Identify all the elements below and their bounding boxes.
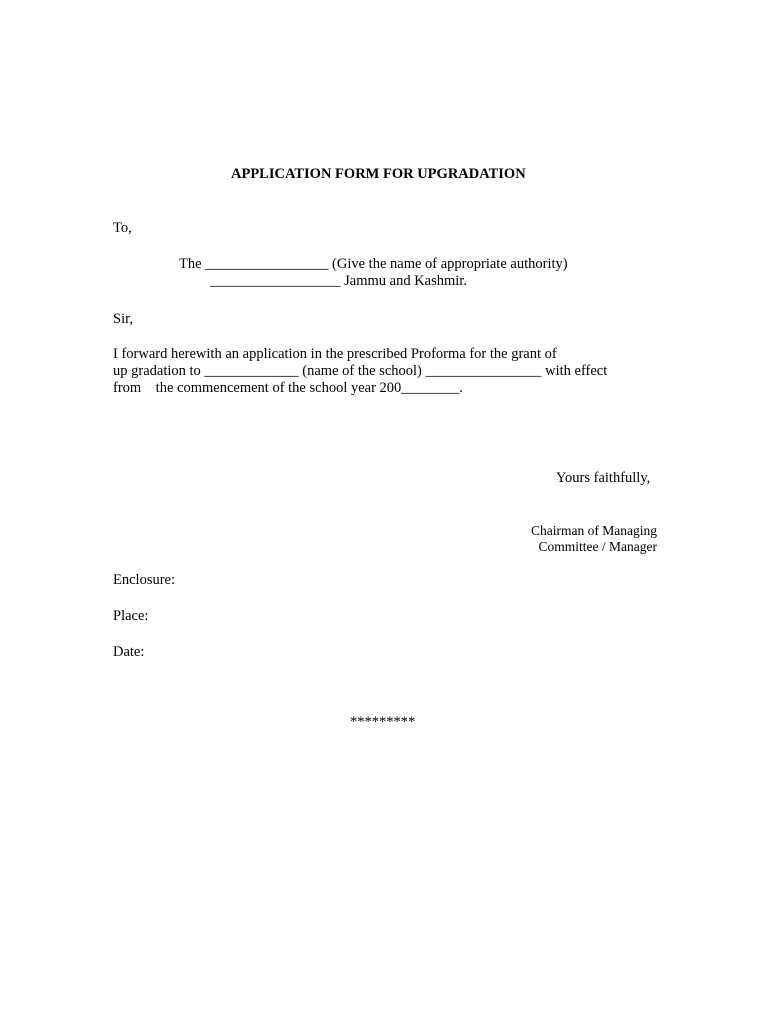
end-marker: *********: [350, 714, 416, 730]
salutation-sir: Sir,: [113, 311, 133, 327]
date-label: Date:: [113, 644, 145, 660]
salutation-to: To,: [113, 220, 132, 236]
document-title: APPLICATION FORM FOR UPGRADATION: [231, 166, 526, 182]
body-line-1: I forward herewith an application in the prescribed Proforma for the grant of: [113, 346, 557, 362]
signatory-title-line-2: Committee / Manager: [538, 539, 657, 554]
address-line-authority: The _________________ (Give the name of appropriate authority): [179, 256, 568, 272]
closing-yours-faithfully: Yours faithfully,: [556, 470, 651, 486]
address-line-state: __________________ Jammu and Kashmir.: [210, 273, 467, 289]
body-line-2: up gradation to _____________ (name of the school) ________________ with effect: [113, 363, 608, 379]
body-line-3: from the commencement of the school year 200________.: [113, 380, 463, 396]
place-label: Place:: [113, 608, 149, 624]
signatory-title-line-1: Chairman of Managing: [531, 523, 657, 538]
enclosure-label: Enclosure:: [113, 572, 176, 588]
